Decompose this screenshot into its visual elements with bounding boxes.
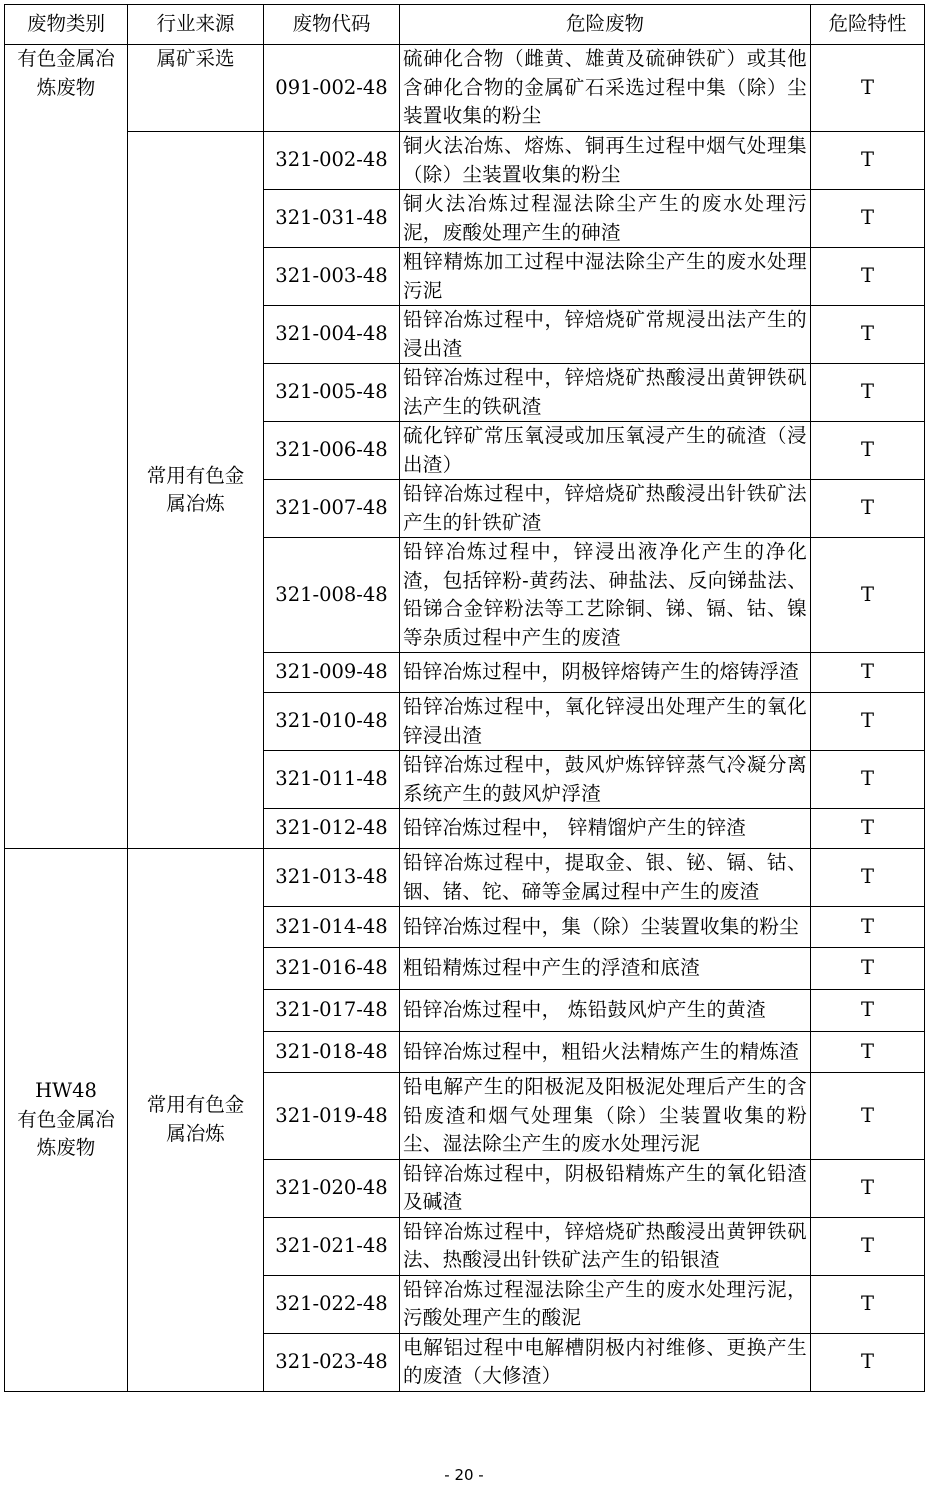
table-row [5,132,925,190]
hazardous-waste-description-cell: 铅锌冶炼过程中，阴极锌熔铸产生的熔铸浮渣 [400,653,811,693]
waste-code-cell: 321-010-48 [264,693,400,751]
hazardous-waste-description-cell: 铅锌冶炼过程中，集（除）尘装置收集的粉尘 [400,907,811,948]
waste-code-cell: 321-023-48 [264,1333,400,1391]
industry-source-cell: 属矿采选 [128,45,264,132]
waste-code-cell: 321-014-48 [264,907,400,948]
header-hazardous-waste: 危险废物 [400,5,811,45]
hazardous-waste-description-cell: 硫化锌矿常压氧浸或加压氧浸产生的硫渣（浸出渣） [400,422,811,480]
waste-code-cell: 321-007-48 [264,480,400,538]
waste-code-cell: 321-011-48 [264,751,400,809]
hazard-property-cell: T [811,907,925,948]
hazardous-waste-description-cell: 硫砷化合物（雌黄、雄黄及硫砷铁矿）或其他含砷化合物的金属矿石采选过程中集（除）尘装置收集的粉尘 [400,45,811,132]
hazard-property-cell: T [811,1159,925,1217]
hazardous-waste-description-cell: 铅锌冶炼过程湿法除尘产生的废水处理污泥，污酸处理产生的酸泥 [400,1275,811,1333]
waste-code-cell: 321-018-48 [264,1032,400,1073]
hazardous-waste-description-cell: 粗铅精炼过程中产生的浮渣和底渣 [400,948,811,990]
hazard-property-cell: T [811,45,925,132]
hazardous-waste-description-cell: 电解铝过程中电解槽阴极内衬维修、更换产生的废渣（大修渣） [400,1333,811,1391]
page-number: - 20 - [444,1466,484,1484]
hazardous-waste-description-cell: 铅电解产生的阳极泥及阳极泥处理后产生的含铅废渣和烟气处理集（除）尘装置收集的粉尘、湿法除尘产生的废水处理污泥 [400,1073,811,1160]
waste-code-cell: 321-019-48 [264,1073,400,1160]
hazardous-waste-description-cell: 铅锌冶炼过程中，锌焙烧矿常规浸出法产生的浸出渣 [400,306,811,364]
header-category: 废物类别 [5,5,128,45]
hazard-property-cell: T [811,990,925,1032]
table-row [5,849,925,907]
hazard-property-cell: T [811,132,925,190]
hazardous-waste-description-cell: 铅锌冶炼过程中，阴极铅精炼产生的氧化铅渣及碱渣 [400,1159,811,1217]
header-hazard-property: 危险特性 [811,5,925,45]
waste-code-cell: 091-002-48 [264,45,400,132]
hazardous-waste-description-cell: 铅锌冶炼过程中，氧化锌浸出处理产生的氧化锌浸出渣 [400,693,811,751]
hazard-property-cell: T [811,1073,925,1160]
hazardous-waste-description-cell: 铅锌冶炼过程中，锌浸出液净化产生的净化渣，包括锌粉-黄药法、砷盐法、反向锑盐法、铅锑合金锌粉法等工艺除铜、锑、镉、钴、镍等杂质过程中产生的废渣 [400,538,811,653]
waste-code-cell: 321-004-48 [264,306,400,364]
header-industry-source: 行业来源 [128,5,264,45]
waste-code-cell: 321-016-48 [264,948,400,990]
hazard-property-cell: T [811,248,925,306]
hazard-property-cell: T [811,948,925,990]
hazard-property-cell: T [811,480,925,538]
hazardous-waste-description-cell: 铅锌冶炼过程中，锌焙烧矿热酸浸出黄钾铁矾法产生的铁矾渣 [400,364,811,422]
hazard-property-cell: T [811,1217,925,1275]
hazardous-waste-description-cell: 铅锌冶炼过程中，锌焙烧矿热酸浸出黄钾铁矾法、热酸浸出针铁矿法产生的铅银渣 [400,1217,811,1275]
hazard-property-cell: T [811,1333,925,1391]
table-header-row [5,5,925,45]
waste-code-cell: 321-031-48 [264,190,400,248]
waste-category-cell [5,849,128,1392]
industry-source-cell: 常用有色金属冶炼 [128,849,264,1392]
waste-code-cell: 321-009-48 [264,653,400,693]
hazard-property-cell: T [811,809,925,849]
waste-code-cell: 321-022-48 [264,1275,400,1333]
hazardous-waste-description-cell: 铅锌冶炼过程中，鼓风炉炼锌锌蒸气冷凝分离系统产生的鼓风炉浮渣 [400,751,811,809]
industry-source-cell: 常用有色金属冶炼 [128,132,264,849]
hazardous-waste-description-cell: 铅锌冶炼过程中，锌焙烧矿热酸浸出针铁矿法产生的针铁矿渣 [400,480,811,538]
hazard-property-cell: T [811,538,925,653]
waste-category-line: HW48 [35,1079,97,1102]
waste-code-cell: 321-012-48 [264,809,400,849]
waste-category-line: 炼废物 [36,1136,96,1159]
table-row [5,45,925,132]
hazardous-waste-description-cell: 铜火法冶炼、熔炼、铜再生过程中烟气处理集（除）尘装置收集的粉尘 [400,132,811,190]
hazard-property-cell: T [811,422,925,480]
waste-code-cell: 321-013-48 [264,849,400,907]
hazardous-waste-description-cell: 铅锌冶炼过程中，粗铅火法精炼产生的精炼渣 [400,1032,811,1073]
hazardous-waste-description-cell: 铅锌冶炼过程中， 锌精馏炉产生的锌渣 [400,809,811,849]
waste-code-cell: 321-020-48 [264,1159,400,1217]
hazard-property-cell: T [811,693,925,751]
hazard-property-cell: T [811,1275,925,1333]
hazardous-waste-table [4,4,925,1392]
waste-code-cell: 321-003-48 [264,248,400,306]
hazardous-waste-description-cell: 铅锌冶炼过程中， 炼铅鼓风炉产生的黄渣 [400,990,811,1032]
hazard-property-cell: T [811,364,925,422]
hazardous-waste-description-cell: 粗锌精炼加工过程中湿法除尘产生的废水处理污泥 [400,248,811,306]
hazard-property-cell: T [811,849,925,907]
waste-category-cell: 有色金属冶炼废物 [5,45,128,849]
waste-code-cell: 321-008-48 [264,538,400,653]
hazard-property-cell: T [811,1032,925,1073]
hazard-property-cell: T [811,653,925,693]
hazard-property-cell: T [811,751,925,809]
waste-category-line: 有色金属冶 [17,1107,115,1131]
waste-code-cell: 321-021-48 [264,1217,400,1275]
hazard-property-cell: T [811,190,925,248]
waste-code-cell: 321-006-48 [264,422,400,480]
waste-code-cell: 321-002-48 [264,132,400,190]
hazard-property-cell: T [811,306,925,364]
hazardous-waste-description-cell: 铅锌冶炼过程中，提取金、银、铋、镉、钴、铟、锗、铊、碲等金属过程中产生的废渣 [400,849,811,907]
hazardous-waste-description-cell: 铜火法冶炼过程湿法除尘产生的废水处理污泥，废酸处理产生的砷渣 [400,190,811,248]
waste-code-cell: 321-017-48 [264,990,400,1032]
waste-code-cell: 321-005-48 [264,364,400,422]
header-waste-code: 废物代码 [264,5,400,45]
